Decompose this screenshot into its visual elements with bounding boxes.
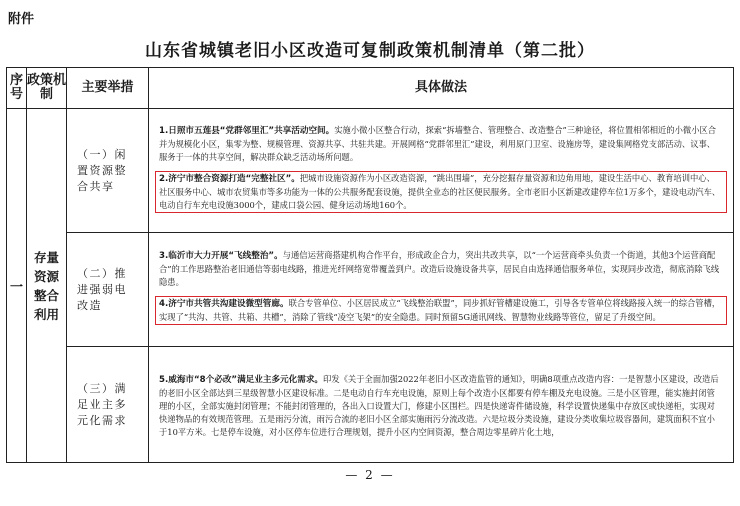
- practice-item: [157, 124, 725, 164]
- practice-item-title: 4.济宁市共管共沟建设微型管廊。: [159, 299, 289, 309]
- header-practice: 具体做法: [149, 68, 734, 109]
- table-header-row: [7, 68, 734, 109]
- attachment-label: 附件: [8, 12, 35, 27]
- practice-item-highlighted: [155, 171, 727, 213]
- table-row: [7, 233, 734, 347]
- measure-cell: （三）满足业主多元化需求: [67, 347, 149, 463]
- row-seq: 一: [7, 109, 27, 463]
- practice-cell: [149, 109, 734, 233]
- practice-cell: [149, 347, 734, 463]
- practice-item-body: 印发《关于全面加强2022年老旧小区改造监管的通知》，明确8项重点改造内容：一是智慧小区建设，改造后的老旧小区全部达到三星级智慧小区建设标准。二是电动自行车充电设施，原则上每个改造小区都要有停车棚及充电设施。三是小区管理，能实施封闭管理的小区，全部实施封闭管理；不能封闭管理的，各出入口设置大门，修建小区围栏。四是快递寄件储设施，科学设置快递集中存放区或快递柜，实现对快递物品的有效规范管理。五是雨污分流，雨污合流的老旧小区全部实施雨污分流改造。六是垃圾分类设施，建设分类收集垃圾容器间，建筑面积不宜小于10平方米。七是停车设施，对小区停车位进行合理规划，提升小区内空间资源，整合周边零星碎片化土地，: [159, 373, 719, 437]
- document-title: 山东省城镇老旧小区改造可复制政策机制清单（第二批）: [145, 41, 595, 61]
- policy-table: [6, 67, 734, 463]
- header-seq: 序号: [7, 68, 27, 109]
- table-row: [7, 347, 734, 463]
- practice-cell: [149, 233, 734, 347]
- measure-cell: （二）推进强弱电改造: [67, 233, 149, 347]
- practice-item-title: 5.威海市“8个必改”满足业主多元化需求。: [159, 374, 324, 385]
- practice-item-body: 实施小微小区整合行动，探索“拆墙整合、管理整合、改造整合”三种途径，将位置相邻相近的小微小区合并为规模化小区，集零为整、规模管理、资源共享、共驻共建。开展网格“党群邻里汇”建设，利用原门卫室、设施房等，建设集网格党支部活动、议事、服务于一体的共享空间，解决群众缺乏活动场所问题。: [159, 124, 717, 162]
- practice-item-body: 与通信运营商搭建机构合作平台，形成政企合力，突出共改共享，以“一个运营商牵头负责一个街道，其他3个运营商配合”的工作思路整治老旧通信等弱电线路，推进光纤网络宽带覆盖到户。改造后设施设备共享，居民自由选择通信服务单位，实现同步改造，彻底消除飞线隐患。: [159, 250, 720, 287]
- page-number: — 2 —: [345, 468, 395, 482]
- header-measure: 主要举措: [67, 68, 149, 109]
- practice-item-body: 联合专管单位、小区居民成立“飞线整治联盟”，同步抓好管槽建设施工，引导各专管单位将线路接入统一的综合管槽，实现了“共沟、共管、共箱、共槽”，消除了管线“凌空飞架”的安全隐患。同时预留5G通讯网线、智慧物业线路等管位，留足了升级空间。: [159, 298, 721, 322]
- measure-cell: （一）闲置资源整合共享: [67, 109, 149, 233]
- practice-item-body: 把城市设施资源作为小区改造资源，“跳出围墙”，充分挖掘存量资源和边角用地，建设生活中心、教育培训中心、社区服务中心、城市农贸集市等多功能为一体的公共服务配套设施，提供全业态的社区便民服务。全市老旧小区新建改建停车位1万多个，建设电动汽车、电动自行车充电设施3000个，建成口袋公园、健身运动场地160个。: [159, 172, 721, 210]
- practice-item-title: 2.济宁市整合资源打造“完整社区”。: [159, 173, 300, 184]
- table-row: [7, 109, 734, 233]
- practice-item: [157, 249, 725, 289]
- practice-item-title: 3.临沂市大力开展“飞线整治”。: [159, 251, 283, 261]
- header-mechanism: 政策机制: [27, 68, 67, 109]
- row-mechanism: 存量资源整合利用: [27, 109, 67, 463]
- practice-item-title: 1.日照市五莲县“党群邻里汇”共享活动空间。: [159, 125, 335, 136]
- practice-item: [157, 373, 725, 439]
- practice-item-highlighted: [155, 296, 727, 325]
